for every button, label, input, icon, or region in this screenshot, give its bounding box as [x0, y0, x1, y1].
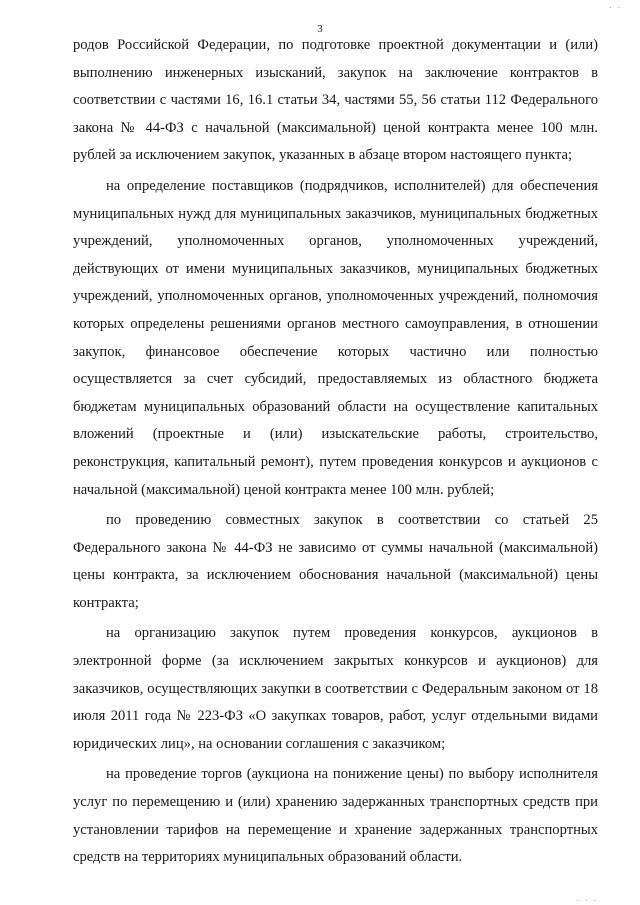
paragraph-continuation: родов Российской Федерации, по подготовке проектной документации и (или) выполнению инженерных изысканий, закупок на заключение контрактов в соответствии с частями 16, 16.1 статьи 34, частями 55, 56 статьи 112 Федерального закона № 44-ФЗ с начальной (максимальной) ценой контракта менее 100 млн. рублей за исключением закупок, указанных в абзаце втором настоящего пункта; [73, 37, 598, 164]
scan-artifact: . . [609, 0, 622, 10]
document-body [73, 32, 598, 872]
page-number: 3 [317, 23, 323, 35]
paragraph-joint-procurement: по проведению совместных закупок в соответствии со статьей 25 Федерального закона № 44-ФЗ не зависимо от суммы начальной (максимальной) цены контракта, за исключением обоснования начальной (максимальной) цены контракта; [73, 512, 598, 611]
scan-artifact: . . . [576, 893, 598, 903]
paragraph-electronic-auctions: на организацию закупок путем проведения конкурсов, аукционов в электронной форме (за исключением закрытых конкурсов и аукционов) для заказчиков, осуществляющих закупки в соответствии с Федеральным законом от 18 июля 2011 года № 223-ФЗ «О закупках товаров, работ, услуг отдельными видами юридических лиц», на основании соглашения с заказчиком; [73, 625, 598, 752]
paragraph-municipal-procurement: на определение поставщиков (подрядчиков, исполнителей) для обеспечения муниципальных нужд для муниципальных заказчиков, муниципальных бюджетных учреждений, уполномоченных органов, уполномоченных учреждений, действующих от имени муниципальных заказчиков, муниципальных бюджетных учреждений, уполномоченных органов, уполномоченных учреждений, полномочия которых определены решениями органов местного самоуправления, в отношении закупок, финансовое обеспечение которых частично или полностью осуществляется за счет субсидий, предоставляемых из областного бюджета бюджетам муниципальных образований области на осуществление капитальных вложений (проектные и (или) изыскательские работы, строительство, реконструкция, капитальный ремонт), путем проведения конкурсов и аукционов с начальной (максимальной) ценой контракта менее 100 млн. рублей; [73, 177, 598, 498]
paragraph-vehicle-storage-tenders: на проведение торгов (аукциона на понижение цены) по выбору исполнителя услуг по перемещению и (или) хранению задержанных транспортных средств при установлении тарифов на перемещение и хранение задержанных транспортных средств на территориях муниципальных образований области. [73, 766, 598, 866]
